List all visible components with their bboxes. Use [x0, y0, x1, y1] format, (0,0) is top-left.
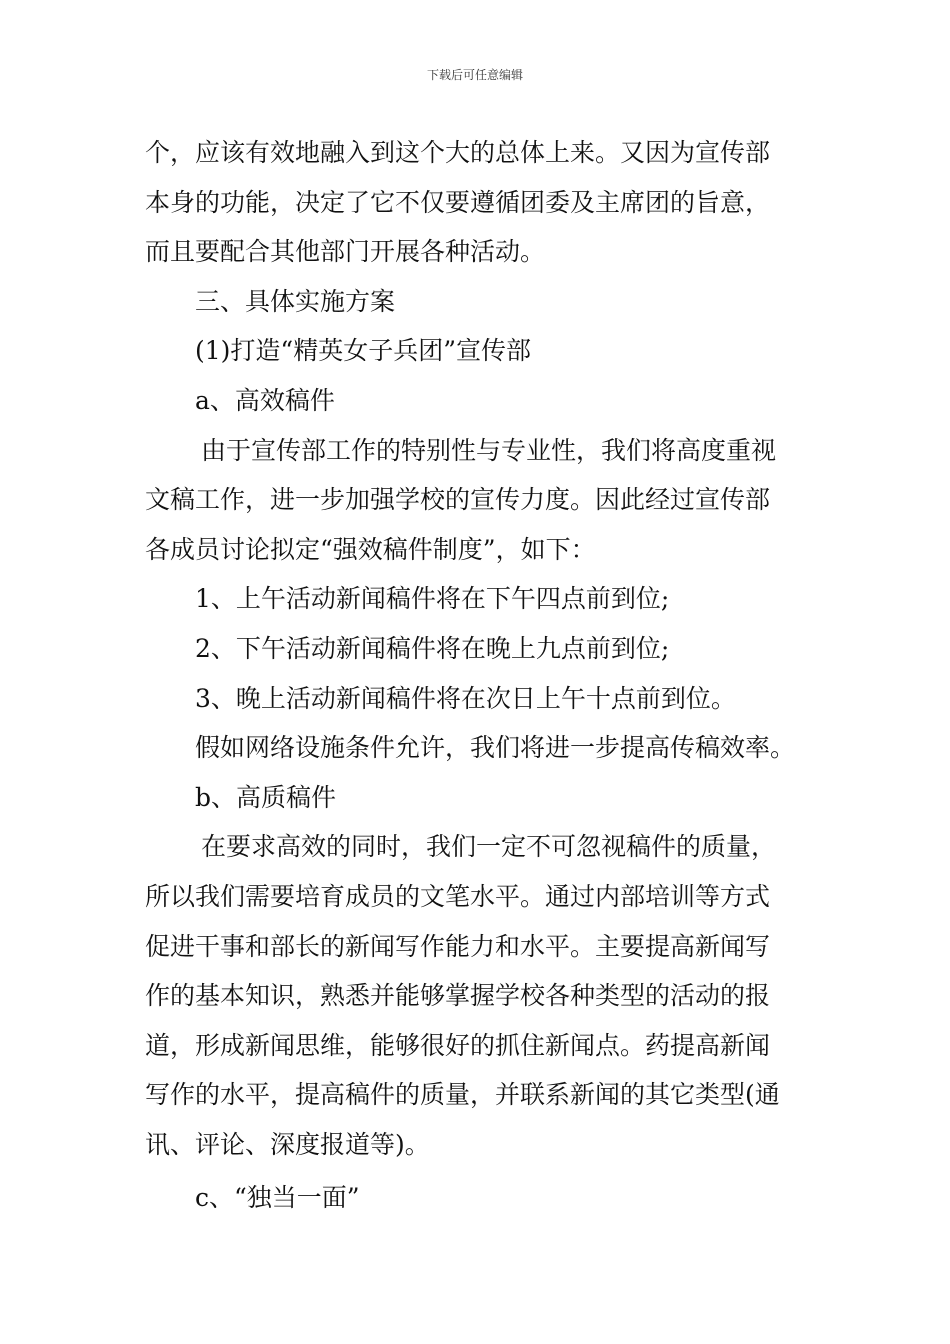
paragraph-line: 作的基本知识，熟悉并能够掌握学校各种类型的活动的报 — [145, 981, 771, 1011]
paragraph-line: 促进干事和部长的新闻写作能力和水平。主要提高新闻写 — [145, 931, 771, 961]
list-item: 2、下午活动新闻稿件将在晚上九点前到位; — [195, 633, 670, 663]
paragraph-line: 本身的功能，决定了它不仅要遵循团委及主席团的旨意， — [145, 187, 771, 217]
paragraph-line: 而且要配合其他部门开展各种活动。 — [145, 237, 546, 267]
paragraph-line: 在要求高效的同时，我们一定不可忽视稿件的质量， — [201, 832, 777, 862]
item-heading: c、“独当一面” — [195, 1183, 360, 1213]
document-body — [145, 128, 815, 1223]
paragraph-line: 写作的水平，提高稿件的质量，并联系新闻的其它类型(通 — [145, 1080, 780, 1110]
paragraph-line: 各成员讨论拟定“强效稿件制度”，如下： — [145, 534, 596, 564]
item-heading: b、高质稿件 — [195, 782, 337, 812]
paragraph-line: 所以我们需要培育成员的文笔水平。通过内部培训等方式 — [145, 881, 771, 911]
section-heading: 三、具体实施方案 — [195, 286, 396, 316]
paragraph-line: 假如网络设施条件允许，我们将进一步提高传稿效率。 — [195, 733, 796, 763]
paragraph-line: 道，形成新闻思维，能够很好的抓住新闻点。药提高新闻 — [145, 1030, 771, 1060]
item-heading: a、高效稿件 — [195, 385, 335, 415]
list-item: 1、上午活动新闻稿件将在下午四点前到位; — [195, 584, 670, 614]
subsection-heading: (1)打造“精英女子兵团”宣传部 — [195, 336, 531, 366]
page-header: 下载后可任意编辑 — [426, 68, 523, 82]
paragraph-line: 文稿工作，进一步加强学校的宣传力度。因此经过宣传部 — [145, 485, 771, 515]
paragraph-line: 讯、评论、深度报道等)。 — [145, 1129, 430, 1159]
paragraph-line: 个，应该有效地融入到这个大的总体上来。又因为宣传部 — [145, 138, 771, 167]
list-item: 3、晚上活动新闻稿件将在次日上午十点前到位。 — [195, 683, 736, 713]
paragraph-line: 由于宣传部工作的特别性与专业性，我们将高度重视 — [201, 435, 777, 465]
